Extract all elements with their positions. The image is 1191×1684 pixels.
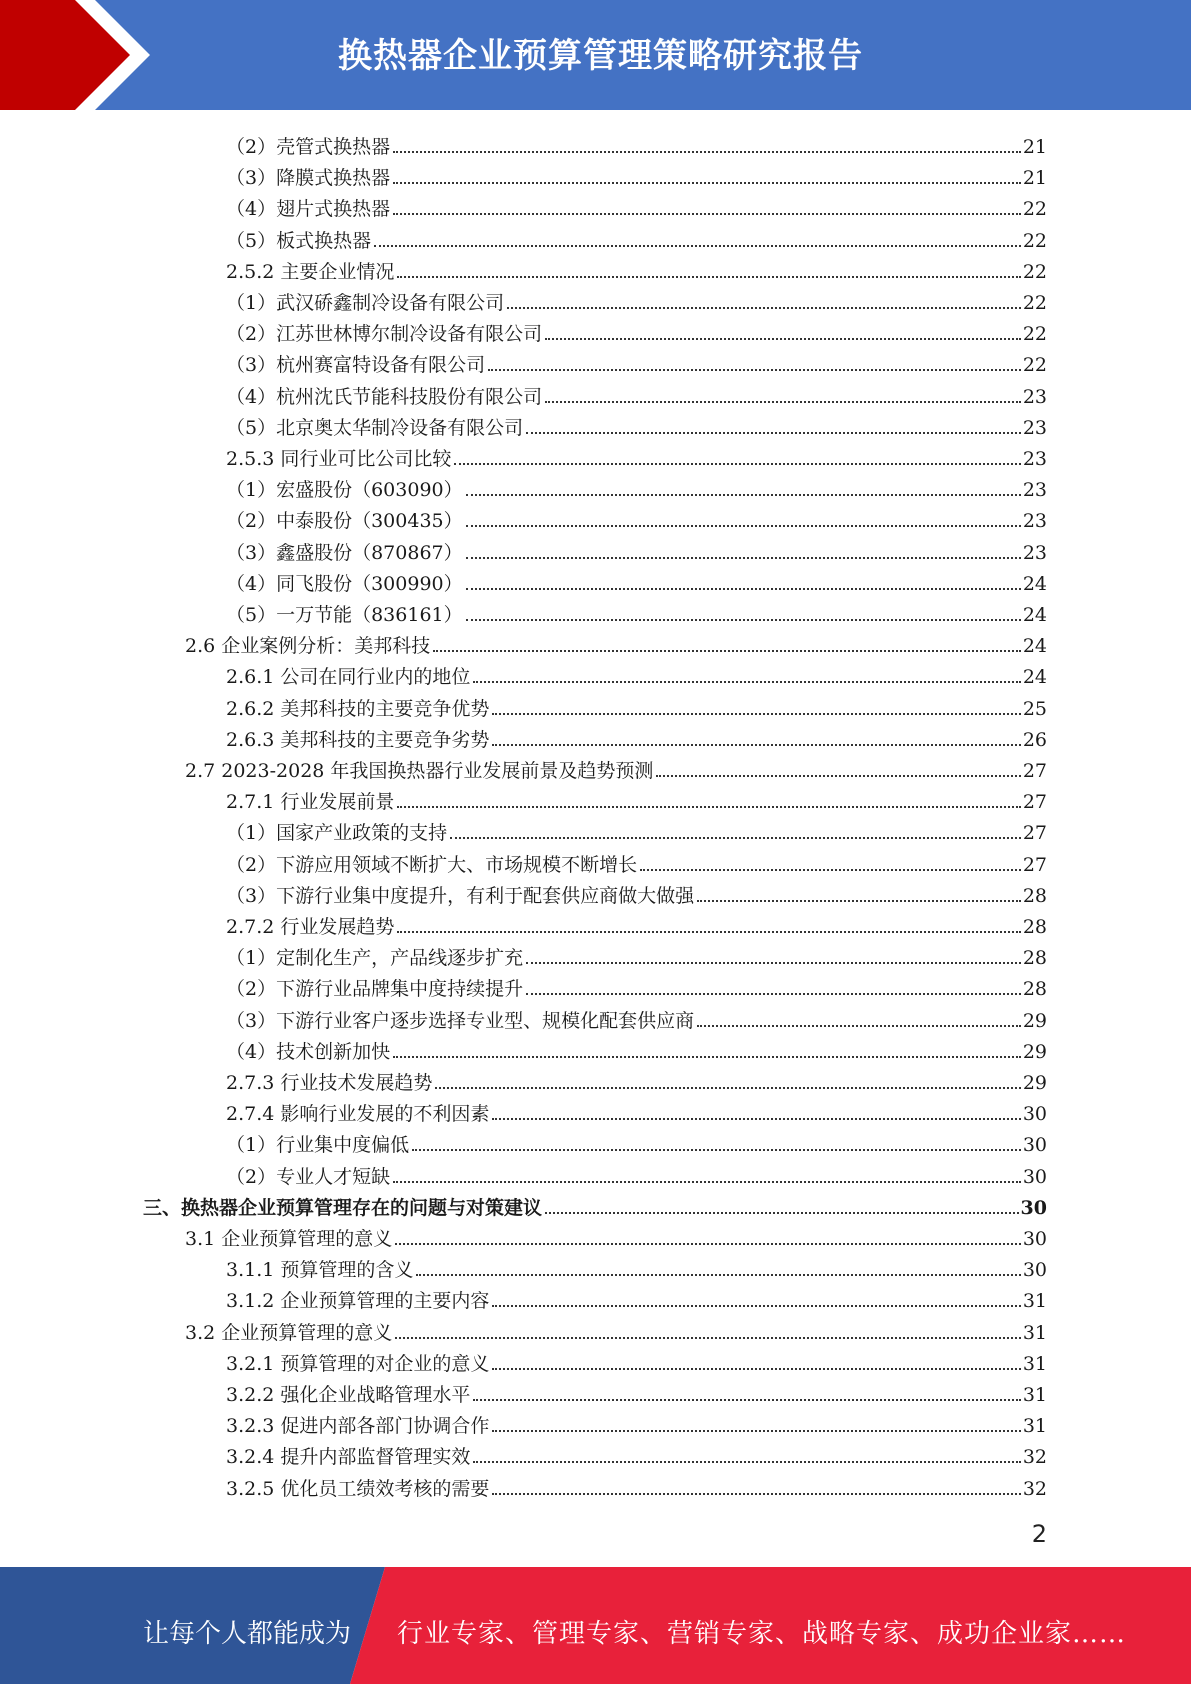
toc-dot-leader: [697, 1025, 1021, 1027]
toc-entry-page: 27: [1022, 822, 1047, 845]
footer-slogan-right: 行业专家、管理专家、营销专家、战略专家、成功企业家……: [397, 1619, 1127, 1649]
toc-dot-leader: [393, 151, 1021, 153]
toc-dot-leader: [393, 182, 1021, 184]
toc-entry-label: （3）降膜式换热器: [226, 167, 391, 190]
toc-dot-leader: [492, 1305, 1020, 1307]
toc-entry-label: 2.7.1 行业发展前景: [226, 791, 395, 814]
toc-entry[interactable]: [226, 1376, 1047, 1407]
toc-entry-label: 3.2.5 优化员工绩效考核的需要: [226, 1477, 490, 1500]
toc-entry[interactable]: [226, 471, 1047, 502]
toc-entry-label: 3.2.4 提升内部监督管理实效: [226, 1446, 471, 1469]
toc-entry-page: 28: [1022, 947, 1047, 970]
toc-dot-leader: [545, 1212, 1019, 1214]
toc-entry[interactable]: [143, 1189, 1047, 1220]
page-footer: [0, 1567, 1191, 1684]
toc-entry-page: 32: [1022, 1446, 1047, 1469]
footer-slogan-left: 让每个人都能成为: [143, 1619, 352, 1649]
toc-entry-page: 23: [1022, 510, 1047, 533]
toc-entry-label: （4）同飞股份（300990）: [226, 572, 463, 595]
toc-entry[interactable]: [226, 1282, 1047, 1313]
toc-entry-page: 30: [1022, 1134, 1047, 1157]
toc-entry-page: 31: [1022, 1384, 1047, 1406]
toc-entry-page: 28: [1022, 884, 1047, 907]
toc-entry-label: （2）专业人才短缺: [226, 1165, 391, 1188]
toc-entry-page: 23: [1022, 479, 1047, 502]
toc-entry[interactable]: [226, 814, 1047, 845]
toc-entry-label: 2.7.2 行业发展趋势: [226, 916, 395, 938]
toc-entry-page: 23: [1022, 385, 1047, 408]
toc-entry-page: 23: [1022, 541, 1047, 564]
toc-dot-leader: [507, 307, 1021, 309]
toc-entry-page: 29: [1022, 1072, 1047, 1094]
toc-entry[interactable]: [226, 690, 1047, 721]
toc-entry[interactable]: [226, 222, 1047, 253]
toc-entry-page: 29: [1022, 1009, 1047, 1032]
toc-entry-label: （4）杭州沈氏节能科技股份有限公司: [226, 385, 543, 408]
toc-entry-page: 29: [1022, 1040, 1047, 1063]
toc-entry-page: 26: [1022, 728, 1047, 751]
toc-dot-leader: [492, 1118, 1020, 1120]
toc-entry-label: （3）鑫盛股份（870867）: [226, 541, 463, 564]
toc-dot-leader: [395, 1243, 1021, 1245]
toc-entry-label: 2.5.3 同行业可比公司比较: [226, 448, 452, 470]
toc-entry-label: 2.5.2 主要企业情况: [226, 260, 395, 283]
toc-entry-label: （1）行业集中度偏低: [226, 1134, 410, 1157]
toc-entry-page: 30: [1022, 1103, 1047, 1126]
toc-entry[interactable]: [226, 1251, 1047, 1282]
toc-entry-label: 2.6 企业案例分析：美邦科技: [185, 635, 431, 658]
toc-entry[interactable]: [226, 159, 1047, 190]
toc-entry-label: 2.7.3 行业技术发展趋势: [226, 1072, 433, 1094]
toc-entry[interactable]: [226, 1438, 1047, 1469]
toc-entry-label: 3.1 企业预算管理的意义: [185, 1228, 393, 1250]
toc-entry[interactable]: [226, 440, 1047, 471]
toc-dot-leader: [466, 525, 1021, 527]
toc-entry-label: 2.6.3 美邦科技的主要竞争劣势: [226, 728, 490, 751]
toc-dot-leader: [697, 900, 1021, 902]
toc-dot-leader: [488, 369, 1021, 371]
toc-entry[interactable]: [226, 1345, 1047, 1376]
toc-entry-page: 31: [1022, 1352, 1047, 1375]
toc-entry-page: 22: [1022, 229, 1047, 252]
toc-entry-label: 3.1.2 企业预算管理的主要内容: [226, 1290, 490, 1313]
toc-dot-leader: [473, 1461, 1020, 1463]
toc-dot-leader: [393, 1181, 1021, 1183]
toc-entry-page: 22: [1022, 198, 1047, 221]
toc-entry-label: （2）下游应用领域不断扩大、市场规模不断增长: [226, 853, 638, 876]
toc-dot-leader: [492, 744, 1020, 746]
toc-entry-page: 21: [1022, 167, 1047, 190]
toc-dot-leader: [473, 1399, 1020, 1401]
toc-entry-label: （4）技术创新加快: [226, 1040, 391, 1063]
toc-entry[interactable]: [226, 1033, 1047, 1064]
toc-dot-leader: [545, 401, 1021, 403]
toc-entry[interactable]: [185, 1220, 1047, 1251]
toc-dot-leader: [526, 962, 1021, 964]
toc-entry[interactable]: [226, 346, 1047, 377]
toc-entry[interactable]: [226, 877, 1047, 908]
toc-entry-label: （2）下游行业品牌集中度持续提升: [226, 978, 524, 1001]
toc-entry-page: 24: [1022, 572, 1047, 595]
toc-entry[interactable]: [226, 970, 1047, 1001]
toc-entry-page: 27: [1022, 853, 1047, 876]
toc-entry[interactable]: [226, 846, 1047, 877]
toc-entry[interactable]: [226, 253, 1047, 284]
toc-entry-label: （1）国家产业政策的支持: [226, 822, 448, 845]
toc-entry[interactable]: [226, 565, 1047, 596]
toc-entry-label: 2.6.2 美邦科技的主要竞争优势: [226, 697, 490, 720]
toc-entry-label: （5）北京奥太华制冷设备有限公司: [226, 416, 524, 439]
toc-entry-label: 3.2.2 强化企业战略管理水平: [226, 1384, 471, 1406]
toc-entry-page: 31: [1022, 1321, 1047, 1344]
toc-entry-label: （3）下游行业集中度提升，有利于配套供应商做大做强: [226, 884, 695, 907]
toc-entry-page: 30: [1022, 1165, 1047, 1188]
toc-entry-label: 2.6.1 公司在同行业内的地位: [226, 666, 471, 689]
toc-dot-leader: [454, 463, 1020, 465]
toc-entry-page: 22: [1022, 260, 1047, 283]
toc-dot-leader: [450, 837, 1021, 839]
toc-entry-label: （4）翅片式换热器: [226, 198, 391, 221]
toc-entry-label: 3.1.1 预算管理的含义: [226, 1259, 414, 1282]
toc-entry-label: 三、换热器企业预算管理存在的问题与对策建议: [143, 1196, 543, 1219]
toc-entry-page: 24: [1022, 666, 1047, 689]
toc-entry[interactable]: [226, 908, 1047, 939]
toc-entry-page: 21: [1022, 136, 1047, 158]
toc-dot-leader: [397, 931, 1020, 933]
toc-dot-leader: [526, 993, 1021, 995]
toc-entry-page: 25: [1022, 697, 1047, 720]
toc-entry[interactable]: [226, 658, 1047, 689]
toc-entry[interactable]: [185, 1314, 1047, 1345]
toc-dot-leader: [492, 1368, 1020, 1370]
toc-entry-label: 3.2 企业预算管理的意义: [185, 1321, 393, 1344]
toc-entry[interactable]: [226, 1126, 1047, 1157]
toc-entry[interactable]: [226, 721, 1047, 752]
toc-entry[interactable]: [226, 1407, 1047, 1438]
toc-dot-leader: [433, 650, 1021, 652]
toc-entry-label: 3.2.3 促进内部各部门协调合作: [226, 1415, 490, 1438]
toc-entry-label: （2）壳管式换热器: [226, 136, 391, 158]
page-header: [0, 0, 1191, 110]
toc-entry-label: （2）中泰股份（300435）: [226, 510, 463, 533]
toc-entry-label: 3.2.1 预算管理的对企业的意义: [226, 1352, 490, 1375]
toc-entry[interactable]: [226, 315, 1047, 346]
toc-entry[interactable]: [226, 284, 1047, 315]
toc-entry[interactable]: [226, 1095, 1047, 1126]
toc-dot-leader: [466, 588, 1021, 590]
toc-entry[interactable]: [226, 190, 1047, 221]
toc-dot-leader: [393, 213, 1021, 215]
toc-entry-page: 22: [1022, 354, 1047, 377]
toc-entry[interactable]: [226, 939, 1047, 970]
toc-entry-page: 22: [1022, 323, 1047, 346]
toc-dot-leader: [492, 1493, 1020, 1495]
toc-dot-leader: [466, 619, 1021, 621]
toc-entry-label: （5）一万节能（836161）: [226, 604, 463, 626]
toc-entry-page: 30: [1022, 1259, 1047, 1282]
toc-entry[interactable]: [226, 409, 1047, 440]
toc-entry-label: （3）杭州赛富特设备有限公司: [226, 354, 486, 377]
toc-entry-page: 30: [1022, 1228, 1047, 1250]
toc-entry-page: 28: [1022, 978, 1047, 1001]
page-number: 2: [1031, 1520, 1047, 1548]
toc-entry-page: 28: [1022, 916, 1047, 938]
toc-dot-leader: [395, 1337, 1021, 1339]
toc-dot-leader: [545, 338, 1021, 340]
toc-dot-leader: [397, 806, 1020, 808]
toc-entry[interactable]: [226, 1158, 1047, 1189]
toc-dot-leader: [466, 494, 1021, 496]
toc-entry-label: 2.7 2023-2028 年我国换热器行业发展前景及趋势预测: [185, 760, 654, 782]
toc-entry[interactable]: [226, 534, 1047, 565]
toc-entry[interactable]: [226, 378, 1047, 409]
toc-dot-leader: [656, 775, 1020, 777]
toc-entry-page: 23: [1022, 416, 1047, 439]
toc-entry-page: 22: [1022, 292, 1047, 314]
toc-dot-leader: [374, 245, 1021, 247]
toc-dot-leader: [492, 713, 1020, 715]
toc-dot-leader: [397, 276, 1020, 278]
toc-entry-page: 30: [1020, 1196, 1047, 1219]
toc-dot-leader: [466, 557, 1021, 559]
report-title: 换热器企业预算管理策略研究报告: [338, 36, 863, 76]
toc-entry-label: （1）定制化生产，产品线逐步扩充: [226, 947, 524, 970]
toc-entry[interactable]: [226, 1002, 1047, 1033]
toc-entry[interactable]: [226, 783, 1047, 814]
toc-entry-page: 27: [1022, 760, 1047, 782]
toc-entry[interactable]: [185, 752, 1047, 783]
toc-entry[interactable]: [226, 502, 1047, 533]
toc-entry-page: 24: [1022, 604, 1047, 626]
toc-entry-label: （1）宏盛股份（603090）: [226, 479, 463, 502]
toc-entry-label: （2）江苏世林博尔制冷设备有限公司: [226, 323, 543, 346]
toc-entry[interactable]: [226, 128, 1047, 159]
toc-entry-label: （3）下游行业客户逐步选择专业型、规模化配套供应商: [226, 1009, 695, 1032]
toc-entry-label: 2.7.4 影响行业发展的不利因素: [226, 1103, 490, 1126]
toc-dot-leader: [435, 1087, 1020, 1089]
toc-entry-label: （1）武汉硚鑫制冷设备有限公司: [226, 292, 505, 314]
toc-entry[interactable]: [226, 596, 1047, 627]
toc-entry[interactable]: [185, 627, 1047, 658]
toc-entry-page: 23: [1022, 448, 1047, 470]
toc-entry-page: 27: [1022, 791, 1047, 814]
toc-dot-leader: [492, 1430, 1020, 1432]
toc-dot-leader: [393, 1056, 1021, 1058]
toc-dot-leader: [416, 1274, 1020, 1276]
toc-dot-leader: [412, 1149, 1021, 1151]
toc-dot-leader: [526, 432, 1021, 434]
toc-entry-page: 31: [1022, 1290, 1047, 1313]
toc-dot-leader: [640, 869, 1021, 871]
toc-dot-leader: [473, 681, 1020, 683]
toc-entry[interactable]: [226, 1470, 1047, 1501]
toc-entry-page: 24: [1022, 635, 1047, 658]
toc-entry[interactable]: [226, 1064, 1047, 1095]
toc-entry-page: 32: [1022, 1477, 1047, 1500]
toc-entry-page: 31: [1022, 1415, 1047, 1438]
toc-entry-label: （5）板式换热器: [226, 229, 372, 252]
